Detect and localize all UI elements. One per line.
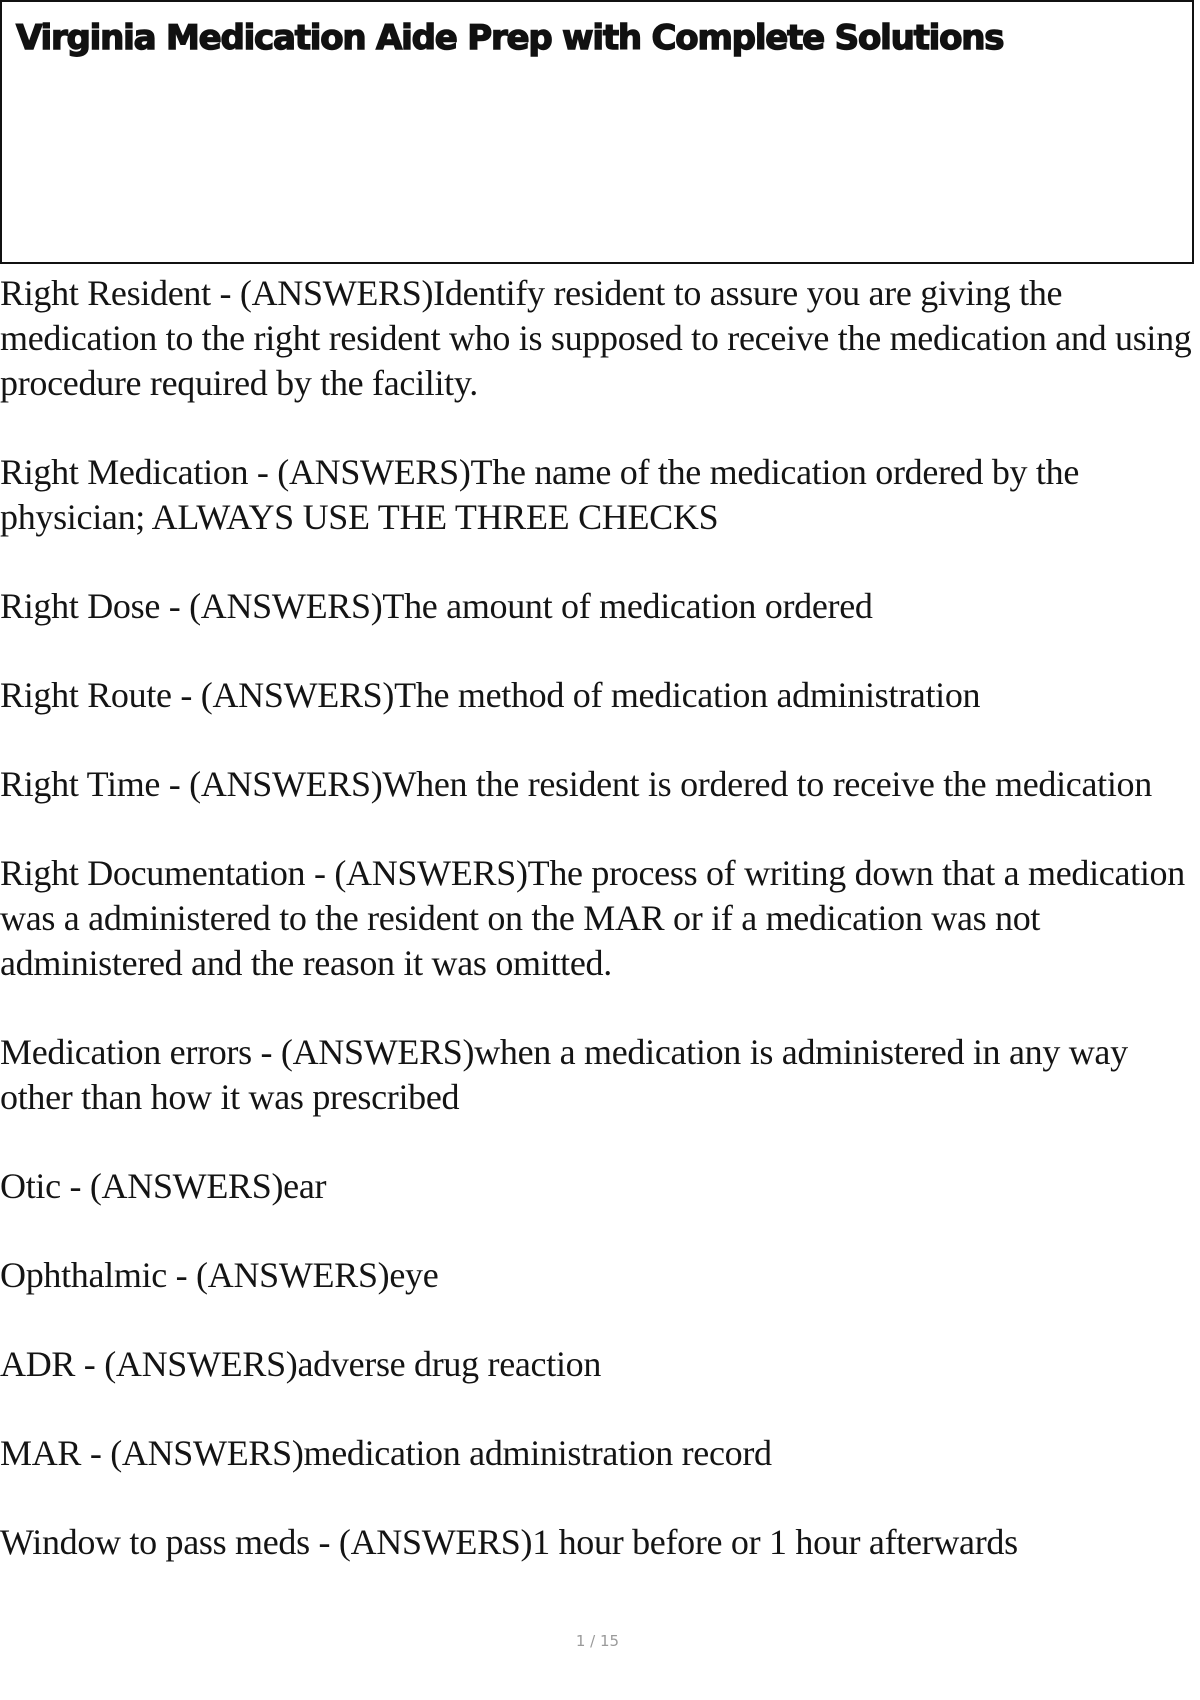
qa-entry-right-medication: Right Medication - (ANSWERS)The name of the medication ordered by the physician; ALWAYS USE THE THREE CHECKS <box>0 452 1080 537</box>
qa-entry-right-route: Right Route - (ANSWERS)The method of medication administration <box>0 675 981 715</box>
qa-entry-ophthalmic: Ophthalmic - (ANSWERS)eye <box>0 1255 439 1295</box>
qa-entry-right-documentation: Right Documentation - (ANSWERS)The process of writing down that a medication was a administered to the resident on the MAR or if a medication was not administered and the reason it was omitted. <box>0 853 1185 983</box>
page-number: 1 / 15 <box>575 1632 620 1650</box>
qa-entry-otic: Otic - (ANSWERS)ear <box>0 1166 327 1206</box>
qa-entry-mar: MAR - (ANSWERS)medication administration record <box>0 1433 772 1473</box>
qa-entry-adr: ADR - (ANSWERS)adverse drug reaction <box>0 1344 602 1384</box>
qa-entry-right-dose: Right Dose - (ANSWERS)The amount of medication ordered <box>0 586 873 626</box>
document-title: Virginia Medication Aide Prep with Complete Solutions <box>16 18 1004 58</box>
title-box <box>0 0 1194 264</box>
qa-entry-right-resident: Right Resident - (ANSWERS)Identify resident to assure you are giving the medication to the right resident who is supposed to receive the medication and using procedure required by the facility. <box>0 273 1192 403</box>
qa-entry-right-time: Right Time - (ANSWERS)When the resident is ordered to receive the medication <box>0 764 1152 804</box>
qa-entry-medication-errors: Medication errors - (ANSWERS)when a medication is administered in any way other than how it was prescribed <box>0 1032 1128 1117</box>
qa-list <box>0 271 1195 1609</box>
qa-entry-window-to-pass-meds: Window to pass meds - (ANSWERS)1 hour before or 1 hour afterwards <box>0 1522 1018 1562</box>
